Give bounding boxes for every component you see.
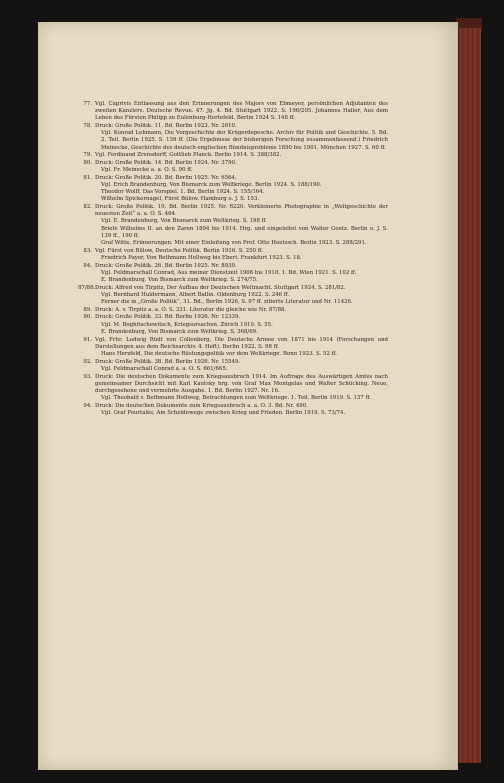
note-line: Vgl. Frhr. Ludwig Rüdt von Collenberg, Die Deutsche Armee von 1871 bis 1914 (Forschungen und Darstellungen aus dem Reichsarchiv. 4. Heft). Berlin 1922. S. 98 ff.: [95, 336, 388, 350]
note-body: [95, 123, 388, 152]
note-line: Vgl. Konrad Lehmann, Die Vorgeschichte der Krügerdepesche. Archiv für Politik und Geschichte. 5. Bd. 2. Teil. Berlin 1925. S. 159 ff. (Die Ergebnisse der bisherigen Forschung zusammenfassend.) Friedrich Meinecke, Geschichte des deutsch-englischen Bündnisproblems 1890 bis 1901. München 1927. S. 60 ff.: [101, 130, 388, 151]
note-line: Vgl. Caprivis Entlassung aus den Erinnerungen des Majors von Ebmeyer, persönlichen Adjutanten des zweiten Kanzlers. Deutsche Revue. 47. Jg. 4. Bd. Stuttgart 1922. S. 196/205. Johannes Haller, Aus dem Leben des Fürsten Philipp zu Eulenburg-Hertefeld. Berlin 1924 S. 148 ff.: [95, 101, 388, 122]
note-number: 81.: [83, 174, 92, 181]
note-number: 87/88.: [78, 284, 96, 291]
note-line: Druck: Große Politik. 38. Bd. Berlin 1926. Nr. 15549.: [95, 358, 241, 365]
note-line: Graf Witte, Erinnerungen. Mit einer Einleitung von Prof. Otto Hoetzsch. Berlin 1923. S. 288/291.: [101, 239, 367, 246]
note-line: Druck: Die deutschen Dokumente zum Kriegsausbruch a. a. O. 3. Bd. Nr. 490.: [95, 402, 308, 409]
note-line: Theodor Wolff, Das Vorspiel. 1. Bd. Berlin 1924. S. 155/164.: [101, 189, 265, 196]
note-line: Druck: Alfred von Tirpitz, Der Aufbau der Deutschen Weltmacht. Stuttgart 1924. S. 281/82.: [95, 284, 346, 291]
note-number: 80.: [83, 160, 92, 167]
note-entry: [78, 307, 388, 314]
note-entry: [78, 359, 388, 373]
note-entry: [78, 314, 388, 335]
note-body: [95, 175, 388, 204]
note-number: 89.: [83, 306, 92, 313]
note-number: 90.: [83, 314, 92, 321]
note-line: Hans Herzfeld, Die deutsche Rüstungspolitik vor dem Weltkriege. Bonn 1923. S. 52 ff.: [101, 350, 337, 357]
note-line: Vgl. Feldmarschall Conrad a. a. O. S. 661/665.: [101, 365, 228, 372]
note-line: Vgl. Bernhard Huldermann, Albert Ballin. Oldenburg 1922. S. 246 ff.: [101, 291, 290, 298]
note-line: Vgl. Fr. Meinecke a. a. O. S. 90 ff.: [101, 167, 193, 174]
note-line: Friedrich Payer, Von Bethmann Hollweg bis Ebert. Frankfurt 1923. S. 18.: [101, 254, 302, 261]
note-line: Druck: Große Politik. 26. Bd. Berlin 1925. Nr. 8939.: [95, 262, 237, 269]
note-entry: [78, 152, 388, 159]
note-line: Wilhelm Spickernagel, Fürst Bülow. Hamburg o. J. S. 153.: [101, 196, 260, 203]
note-entry: [78, 403, 388, 417]
note-number: 84.: [83, 262, 92, 269]
note-line: Druck: Große Politik. 14. Bd. Berlin 1924. Nr. 3790.: [95, 160, 237, 167]
note-number: 92.: [83, 358, 92, 365]
note-line: Druck: Große Politik. 11. Bd. Berlin 1923. Nr. 2610.: [95, 123, 237, 130]
note-line: Ferner die in „Große Politik“, 31. Bd., Berlin 1926, S. 97 ff. zitierte Literatur und Nr. 11426.: [101, 298, 353, 305]
note-entry: [78, 123, 388, 152]
note-body: [95, 263, 388, 284]
note-line: Vgl. M. Boghitschewitsch, Kriegsursachen. Zürich 1919. S. 55.: [101, 321, 273, 328]
note-number: 93.: [83, 373, 92, 380]
note-entry: [78, 263, 388, 284]
note-number: 94.: [83, 402, 92, 409]
note-line: Druck: A. v. Tirpitz a. a. O. S. 331. Literatur die gleiche wie Nr. 87/88.: [95, 306, 287, 313]
note-line: Vgl. Theobald v. Bethmann Hollweg, Betrachtungen zum Weltkriege. 1. Teil. Berlin 1919. S. 137 ff.: [101, 394, 371, 401]
note-line: Vgl. Fürst von Bülow, Deutsche Politik. Berlin 1916. S. 250 ff.: [95, 247, 263, 254]
note-body: [95, 403, 388, 417]
note-entry: [78, 374, 388, 403]
note-body: [95, 374, 388, 403]
note-line: Vgl. E. Brandenburg, Von Bismarck zum Weltkrieg. S. 198 ff.: [101, 218, 267, 225]
note-entry: [78, 248, 388, 262]
note-body: [95, 314, 388, 335]
note-number: 82.: [83, 204, 92, 211]
note-entry: [78, 175, 388, 204]
note-entry: [78, 285, 388, 306]
note-body: [95, 359, 388, 373]
note-body: [95, 204, 388, 247]
note-line: Vgl. Erich Brandenburg, Von Bismarck zum Weltkriege. Berlin 1924. S. 188/190.: [101, 182, 322, 189]
note-entry: [78, 204, 388, 247]
note-number: 78.: [83, 123, 92, 130]
book-page-edge: [458, 28, 481, 763]
note-entry: [78, 160, 388, 174]
note-body: [95, 248, 388, 262]
note-number: 77.: [83, 101, 92, 107]
notes-list: [78, 101, 388, 418]
note-entry: [78, 337, 388, 358]
note-body: [95, 285, 388, 306]
note-line: Briefe Wilhelms II. an den Zaren 1894 bis 1914. Hrg. und eingeleitet von Walter Goetz. Berlin o. J. S. 139 ff., 190 ff.: [101, 225, 388, 239]
note-line: Druck: Die deutschen Dokumente zum Kriegsausbruch 1914. Im Auftrage des Auswärtigen Amtes nach gemeinsamer Durchsicht mit Karl Kautsky hrg. von Graf Max Montgelas und Walter Schücking. Neue, durchgesehene und vermehrte Ausgabe. 1. Bd. Berlin 1927. Nr. 16.: [95, 373, 388, 394]
note-body: [95, 101, 388, 122]
note-number: 83.: [83, 247, 92, 254]
note-line: Druck: Große Politik. 19. Bd. Berlin 1925. Nr. 6220. Verkleinerte Photographie in „Weltgeschichte der neuesten Zeit“ a. a. O. S. 464.: [95, 204, 388, 218]
note-line: Vgl. Graf Pourtalès, Am Scheidewege zwischen Krieg und Frieden. Berlin 1919. S. 73/74.: [101, 409, 346, 416]
note-line: Vgl. Ferdinand Zrensdorff, Gottlieb Planck. Berlin 1914. S. 388/382.: [95, 152, 282, 159]
note-number: 79.: [83, 152, 92, 159]
note-body: [95, 160, 388, 174]
note-body: [95, 307, 388, 314]
note-body: [95, 152, 388, 159]
note-line: Druck: Große Politik. 20. Bd. Berlin 1925. Nr. 6564.: [95, 174, 237, 181]
note-number: 91.: [83, 336, 92, 343]
note-line: E. Brandenburg, Von Bismarck zum Weltkrieg. S. 368/69.: [101, 328, 258, 335]
note-line: Vgl. Feldmarschall Conrad, Aus meiner Dienstzeit 1906 bis 1918. 1. Bd. Wien 1921. S. 102 ff.: [101, 269, 357, 276]
note-line: E. Brandenburg, Von Bismarck zum Weltkrieg. S. 274/75.: [101, 276, 258, 283]
note-body: [95, 337, 388, 358]
note-entry: [78, 101, 388, 122]
note-line: Druck: Große Politik. 33. Bd. Berlin 1926. Nr. 12339.: [95, 314, 241, 321]
